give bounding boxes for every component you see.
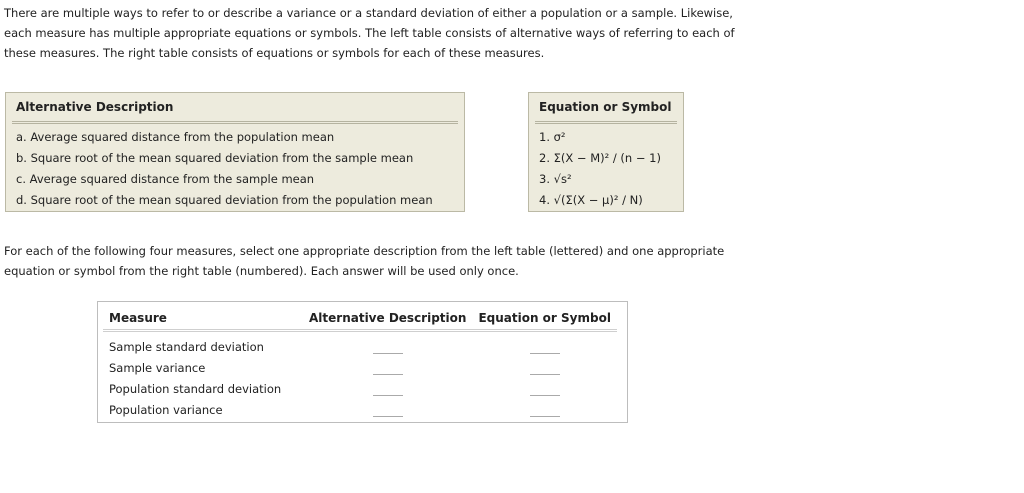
equation-item-1: 1. σ² (539, 130, 566, 144)
equation-answer-slot[interactable] (530, 404, 560, 417)
description-item-c: c. Average squared distance from the sample mean (16, 172, 315, 186)
equation-answer-slot[interactable] (530, 383, 560, 396)
equation-answer-slot[interactable] (530, 341, 560, 354)
description-item-d: d. Square root of the mean squared deviation from the population mean (16, 193, 433, 207)
equation-answer-slot[interactable] (530, 362, 560, 375)
equation-item-2: 2. Σ(X − M)² / (n − 1) (539, 151, 661, 165)
intro-text: There are multiple ways to refer to or describe a variance or a standard deviation of either a population or a sample. Likewise, each measure has multiple appropriate equations or symbols. The left table consists of alternative ways of referring to each of these measures. The right table consists of equations or symbols for each of these measures. (4, 6, 735, 60)
alternative-description-header: Alternative Description (12, 98, 458, 124)
description-item-b: b. Square root of the mean squared deviation from the sample mean (16, 151, 414, 165)
equation-symbol-column-header: Equation or Symbol (472, 307, 617, 331)
equation-item-3: 3. √s² (539, 172, 572, 186)
table-row (103, 399, 617, 420)
alternative-description-table (5, 92, 465, 212)
description-answer-slot[interactable] (373, 362, 403, 375)
instructions-text: For each of the following four measures, select one appropriate description from the left table (lettered) and one appropriate equation or symbol from the right table (numbered). Each answer will be used only once. (4, 244, 725, 278)
alternative-description-column-header: Alternative Description (303, 307, 472, 331)
description-answer-slot[interactable] (373, 383, 403, 396)
answer-table (97, 301, 628, 423)
measure-label: Sample variance (109, 360, 206, 375)
measure-label: Population standard deviation (109, 381, 282, 396)
description-answer-slot[interactable] (373, 404, 403, 417)
table-row (103, 331, 617, 358)
measure-header: Measure (103, 307, 303, 331)
measure-label: Sample standard deviation (109, 339, 264, 354)
equation-symbol-header: Equation or Symbol (535, 98, 677, 124)
equation-symbol-table (528, 92, 684, 212)
table-row (103, 357, 617, 378)
measure-label: Population variance (109, 402, 223, 417)
table-row (103, 378, 617, 399)
description-answer-slot[interactable] (373, 341, 403, 354)
equation-item-4: 4. √(Σ(X − μ)² / N) (539, 193, 643, 207)
description-item-a: a. Average squared distance from the population mean (16, 130, 335, 144)
